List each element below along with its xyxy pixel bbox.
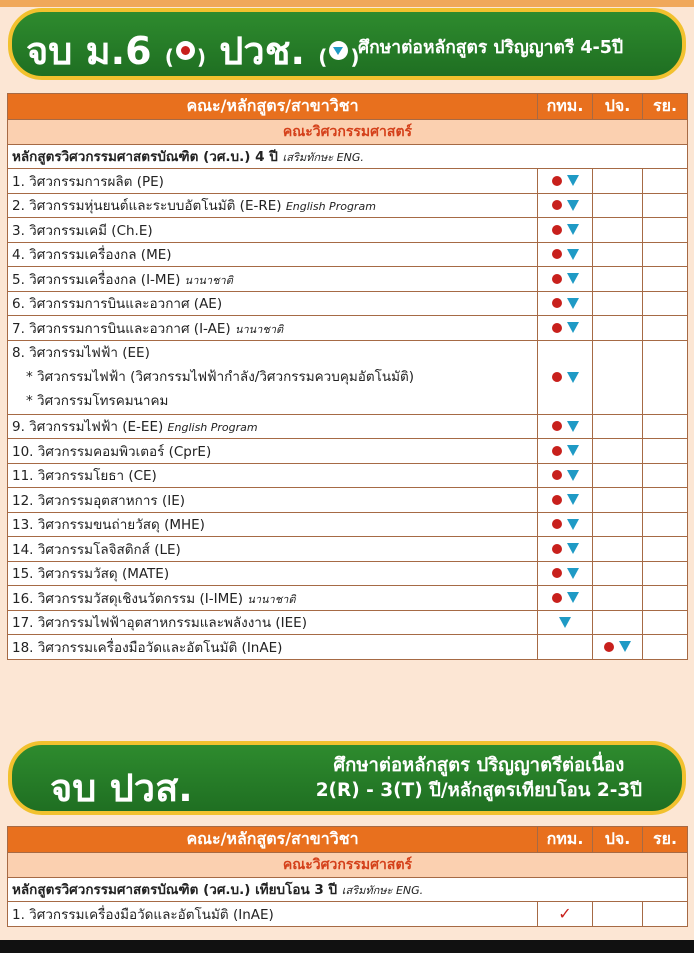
banner-title-m6: จบ ม.6 (26, 29, 152, 73)
banner2-title: จบ ปวส. (50, 766, 193, 810)
header-pj: ปจ. (593, 827, 643, 853)
curriculum-note: เสริมทักษะ ENG. (341, 884, 424, 898)
faculty-row (8, 853, 688, 878)
red-dot-icon (176, 41, 195, 60)
availability-empty (593, 488, 643, 513)
red-dot-icon (552, 323, 562, 333)
curriculum-row (8, 144, 688, 169)
banner2-subtitle (316, 753, 642, 803)
program-table-1 (7, 93, 688, 660)
availability-empty (593, 439, 643, 464)
program-text: 17. วิศวกรรมไฟฟ้าอุตสาหกรรมและพลังงาน (IEE) (12, 615, 307, 632)
table-row (8, 512, 688, 537)
availability-empty (643, 169, 688, 194)
program-name (8, 291, 538, 316)
availability-check (538, 902, 593, 927)
bottom-bar (0, 940, 694, 953)
blue-triangle-icon (567, 200, 579, 211)
availability-dot-triangle (538, 561, 593, 586)
banner2-subtitle-line1: ศึกษาต่อหลักสูตร ปริญญาตรีต่อเนื่อง (333, 755, 625, 776)
program-text: 9. วิศวกรรมไฟฟ้า (E-EE) (12, 419, 164, 436)
blue-triangle-icon (329, 41, 348, 60)
program-text: 3. วิศวกรรมเคมี (Ch.E) (12, 222, 153, 239)
availability-dot-triangle (538, 414, 593, 439)
availability-empty (643, 463, 688, 488)
availability-dot-triangle (538, 218, 593, 243)
availability-empty (593, 169, 643, 194)
program-text: 12. วิศวกรรมอุตสาหการ (IE) (12, 492, 186, 509)
red-dot-icon (552, 544, 562, 554)
program-name (8, 193, 538, 218)
availability-dot-triangle (538, 537, 593, 562)
availability-empty (593, 291, 643, 316)
red-dot-icon (552, 274, 562, 284)
faculty-row (8, 120, 688, 145)
table-row (8, 193, 688, 218)
program-text: 16. วิศวกรรมวัสดุเชิงนวัตกรรม (I-IME) (12, 590, 244, 607)
availability-dot-triangle (538, 512, 593, 537)
availability-empty (643, 340, 688, 414)
availability-empty (593, 316, 643, 341)
availability-empty (593, 610, 643, 635)
header-program: คณะ/หลักสูตร/สาขาวิชา (8, 827, 538, 853)
availability-dot-triangle (538, 439, 593, 464)
availability-empty (593, 537, 643, 562)
availability-empty (643, 439, 688, 464)
blue-triangle-icon (567, 273, 579, 284)
availability-dot-triangle (538, 193, 593, 218)
availability-dot-triangle (538, 267, 593, 292)
blue-triangle-icon (567, 568, 579, 579)
program-name (8, 561, 538, 586)
red-dot-icon (552, 372, 562, 382)
availability-empty (643, 291, 688, 316)
sub-program-text: * วิศวกรรมโทรคมนาคม (26, 393, 169, 409)
red-dot-icon (604, 642, 614, 652)
table-row (8, 586, 688, 611)
program-text: 6. วิศวกรรมการบินและอวกาศ (AE) (12, 296, 223, 313)
program-name (8, 169, 538, 194)
table-row (8, 242, 688, 267)
availability-empty (643, 512, 688, 537)
curriculum-title (8, 877, 688, 902)
blue-triangle-icon (567, 322, 579, 333)
table-row (8, 488, 688, 513)
program-text: 15. วิศวกรรมวัสดุ (MATE) (12, 566, 170, 583)
header-pj: ปจ. (593, 94, 643, 120)
availability-empty (593, 902, 643, 927)
blue-triangle-icon (567, 224, 579, 235)
availability-dot-triangle (538, 291, 593, 316)
program-text: 7. วิศวกรรมการบินและอวกาศ (I-AE) (12, 320, 231, 337)
availability-empty (593, 267, 643, 292)
program-text: 1. วิศวกรรมเครื่องมือวัดและอัตโนมัติ (InAE) (12, 906, 274, 923)
availability-empty (593, 340, 643, 414)
program-text: 4. วิศวกรรมเครื่องกล (ME) (12, 247, 172, 264)
table-row (8, 218, 688, 243)
availability-triangle (538, 610, 593, 635)
program-text: 1. วิศวกรรมการผลิต (PE) (12, 173, 164, 190)
availability-dot-triangle (538, 488, 593, 513)
availability-empty (643, 218, 688, 243)
availability-empty (643, 316, 688, 341)
availability-empty (593, 193, 643, 218)
red-dot-icon (552, 446, 562, 456)
blue-triangle-icon (567, 592, 579, 603)
program-name (8, 242, 538, 267)
availability-empty (643, 242, 688, 267)
program-name (8, 218, 538, 243)
program-note: นานาชาติ (184, 273, 233, 287)
header-ry: รย. (643, 94, 688, 120)
table-header-row (8, 827, 688, 853)
program-name (8, 610, 538, 635)
program-name (8, 512, 538, 537)
blue-triangle-icon (619, 641, 631, 652)
red-dot-icon (552, 568, 562, 578)
curriculum-title (8, 144, 688, 169)
red-dot-icon (552, 593, 562, 603)
availability-empty (593, 218, 643, 243)
red-dot-icon (552, 495, 562, 505)
curriculum-text: หลักสูตรวิศวกรรมศาสตรบัณฑิต (วศ.บ.) 4 ปี (12, 149, 278, 166)
program-note: English Program (167, 421, 258, 435)
blue-triangle-icon (567, 543, 579, 554)
curriculum-text: หลักสูตรวิศวกรรมศาสตรบัณฑิต (วศ.บ.) เทียบโอน 3 ปี (12, 882, 338, 899)
availability-dot-triangle (538, 463, 593, 488)
check-icon: ✓ (558, 904, 572, 924)
availability-empty (643, 193, 688, 218)
program-name (8, 267, 538, 292)
blue-triangle-icon (559, 617, 571, 628)
availability-empty (593, 414, 643, 439)
availability-empty (643, 635, 688, 660)
program-name (8, 488, 538, 513)
table-row (8, 561, 688, 586)
blue-triangle-icon (567, 175, 579, 186)
availability-empty (593, 561, 643, 586)
header-bkk: กทม. (538, 94, 593, 120)
blue-triangle-icon (567, 421, 579, 432)
blue-triangle-icon (567, 494, 579, 505)
program-note: นานาชาติ (247, 592, 296, 606)
table-row (8, 169, 688, 194)
availability-dot-triangle (538, 340, 593, 414)
availability-empty (643, 561, 688, 586)
program-name (8, 340, 538, 414)
program-text: 2. วิศวกรรมหุ่นยนต์และระบบอัตโนมัติ (E-RE) (12, 198, 282, 215)
faculty-name: คณะวิศวกรรมศาสตร์ (8, 120, 688, 145)
program-table-2 (7, 826, 688, 927)
availability-dot-triangle (538, 169, 593, 194)
availability-empty (593, 586, 643, 611)
program-name (8, 586, 538, 611)
paren-close-2: ) (350, 45, 360, 69)
blue-triangle-icon (567, 249, 579, 260)
curriculum-note: เสริมทักษะ ENG. (282, 151, 364, 165)
availability-empty (643, 488, 688, 513)
availability-empty (643, 267, 688, 292)
sub-program-text: * วิศวกรรมไฟฟ้า (วิศวกรรมไฟฟ้ากำลัง/วิศวกรรมควบคุมอัตโนมัติ) (26, 369, 415, 385)
availability-empty (593, 242, 643, 267)
curriculum-row (8, 877, 688, 902)
program-text: 14. วิศวกรรมโลจิสติกส์ (LE) (12, 541, 181, 558)
red-dot-icon (552, 298, 562, 308)
blue-triangle-icon (567, 519, 579, 530)
table-row (8, 291, 688, 316)
red-dot-icon (552, 176, 562, 186)
program-name (8, 439, 538, 464)
availability-empty (643, 586, 688, 611)
blue-triangle-icon (567, 298, 579, 309)
table-row (8, 414, 688, 439)
table-header-row (8, 94, 688, 120)
program-text: 5. วิศวกรรมเครื่องกล (I-ME) (12, 271, 181, 288)
table-row (8, 610, 688, 635)
table-row (8, 340, 688, 414)
availability-empty (643, 414, 688, 439)
header-bkk: กทม. (538, 827, 593, 853)
availability-dot-triangle (538, 242, 593, 267)
red-dot-icon (552, 470, 562, 480)
program-text: 10. วิศวกรรมคอมพิวเตอร์ (CprE) (12, 443, 212, 460)
banner2-subtitle-line2: 2(R) - 3(T) ปี/หลักสูตรเทียบโอน 2-3ปี (315, 780, 642, 801)
banner-title (26, 20, 360, 80)
availability-dot-triangle (538, 586, 593, 611)
availability-dot-triangle (593, 635, 643, 660)
table-row (8, 316, 688, 341)
program-name (8, 635, 538, 660)
section-banner-m6 (8, 8, 686, 80)
program-name (8, 537, 538, 562)
availability-empty (643, 610, 688, 635)
availability-dot-triangle (538, 316, 593, 341)
banner-subtitle: ศึกษาต่อหลักสูตร ปริญญาตรี 4-5ปี (358, 38, 624, 58)
table-row (8, 902, 688, 927)
program-name (8, 463, 538, 488)
program-note: English Program (285, 200, 376, 214)
availability-empty (593, 463, 643, 488)
paren-open-2: ( (318, 45, 328, 69)
availability-empty (643, 902, 688, 927)
blue-triangle-icon (567, 445, 579, 456)
table-row (8, 439, 688, 464)
program-text: 13. วิศวกรรมขนถ่ายวัสดุ (MHE) (12, 517, 205, 534)
table-row (8, 267, 688, 292)
header-ry: รย. (643, 827, 688, 853)
paren-open: ( (164, 45, 174, 69)
blue-triangle-icon (567, 470, 579, 481)
blue-triangle-icon (567, 372, 579, 383)
faculty-name: คณะวิศวกรรมศาสตร์ (8, 853, 688, 878)
paren-close: ) (196, 45, 207, 69)
program-note: นานาชาติ (234, 322, 284, 336)
top-strip (0, 0, 694, 7)
red-dot-icon (552, 225, 562, 235)
availability-empty (643, 537, 688, 562)
table-row (8, 537, 688, 562)
banner-title-vocational: ปวช. (219, 29, 305, 73)
program-name (8, 902, 538, 927)
program-text: 11. วิศวกรรมโยธา (CE) (12, 468, 157, 485)
program-name (8, 414, 538, 439)
red-dot-icon (552, 200, 562, 210)
table-row (8, 463, 688, 488)
availability-empty (538, 635, 593, 660)
availability-empty (593, 512, 643, 537)
section-banner-high-vocational (8, 741, 686, 815)
red-dot-icon (552, 421, 562, 431)
program-text: 18. วิศวกรรมเครื่องมือวัดและอัตโนมัติ (InAE) (12, 639, 283, 656)
table-row (8, 635, 688, 660)
red-dot-icon (552, 249, 562, 259)
program-text: 8. วิศวกรรมไฟฟ้า (EE) (12, 345, 150, 361)
red-dot-icon (552, 519, 562, 529)
program-name (8, 316, 538, 341)
header-program: คณะ/หลักสูตร/สาขาวิชา (8, 94, 538, 120)
